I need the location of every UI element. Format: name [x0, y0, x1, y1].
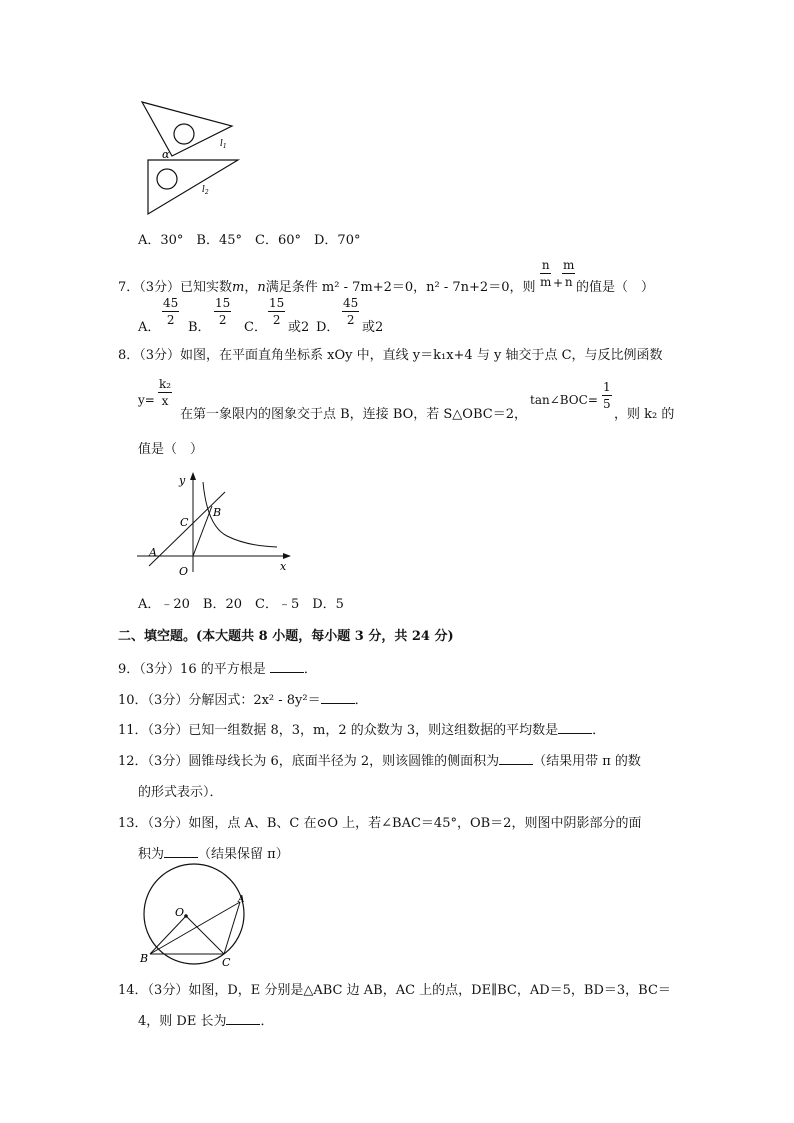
q7-opt-c-label: C． — [244, 320, 267, 335]
q6-l1-label: $l_1$ — [220, 139, 227, 150]
q11-blank[interactable] — [558, 722, 592, 734]
q14-text: 4，则 DE 长为 — [138, 1014, 227, 1029]
q7-equations: m² - 7m+2＝0，n² - 7n+2＝0，则 — [321, 280, 536, 295]
q7-opt-d-tail: 或2 — [362, 320, 384, 335]
q13-tail: （结果保留 π） — [198, 847, 289, 862]
q13-center-dot — [184, 914, 188, 918]
q14-tail: ． — [260, 1014, 274, 1029]
q7-opt-d-frac: 45 2 — [343, 296, 359, 327]
q7-opt-a-label: A． — [138, 320, 161, 335]
q7-opt-d-label: D． — [316, 320, 340, 335]
q12-text: 12．（3分）圆锥母线长为 6，底面半径为 2，则该圆锥的侧面积为 — [118, 754, 500, 769]
q7-opt-b-frac: 15 2 — [215, 296, 231, 327]
q8-tan-label: tan∠BOC= — [530, 393, 598, 407]
q7-opt-c-tail: 或2 — [288, 320, 310, 335]
q8-a-label: A — [149, 546, 157, 559]
q10-tail: ． — [354, 693, 368, 708]
q14-line1: 14．（3分）如图，D，E 分别是△ABC 边 AB，AC 上的点，DE∥BC，AD＝5，BD＝3，BC＝ — [118, 983, 671, 998]
q7-plus: + — [553, 276, 564, 290]
q10-blank[interactable] — [321, 692, 355, 704]
q13-blank[interactable] — [164, 846, 198, 858]
q10 — [118, 689, 368, 708]
q8-x-label: x — [280, 560, 287, 573]
q7-var-n: n — [257, 280, 266, 295]
q8-tan-frac: 1 5 — [603, 380, 611, 411]
q12-tail: （结果用带 π 的数 — [533, 754, 641, 769]
q12-line2: 的形式表示）． — [138, 785, 223, 800]
q13-line1: 13．（3分）如图，点 A、B、C 在⊙O 上，若∠BAC＝45°，OB＝2，则图中阴影部分的面 — [118, 816, 642, 831]
q6-upper-triangle — [142, 102, 232, 156]
q12-blank[interactable] — [499, 753, 533, 765]
q8-line2-tail: ，则 k₂ 的 — [614, 407, 675, 422]
section-fill-in-title: 二、填空题。(本大题共 8 小题，每小题 3 分，共 24 分) — [118, 629, 454, 644]
q8-k2-frac: k₂ x — [159, 377, 172, 408]
q8-y-eq: y= — [138, 393, 155, 407]
q14-blank[interactable] — [226, 1013, 260, 1025]
q7-opt-c-frac: 15 2 — [269, 296, 285, 327]
q12-line1 — [118, 750, 641, 769]
q8-line1: 8．（3分）如图，在平面直角坐标系 xOy 中，直线 y＝k₁x+4 与 y 轴交于点 C，与反比例函数 — [118, 348, 663, 363]
q9 — [118, 658, 317, 677]
q6-figure — [130, 98, 250, 218]
q13-b-label: B — [140, 952, 149, 965]
q8-figure — [135, 468, 295, 578]
q7-frac-m-den: n — [564, 275, 573, 289]
q13-figure — [132, 862, 252, 970]
q8-c-label: C — [180, 516, 189, 529]
q9-tail: ． — [303, 662, 317, 677]
q13-a-label: A — [238, 895, 245, 905]
q7-cond-label: 满足条件 — [265, 280, 318, 295]
q6-alpha-label: α — [162, 148, 170, 161]
q8-options: A．﹣20 B．20 C．﹣5 D．5 — [138, 597, 344, 612]
q7-var-m: m — [232, 280, 245, 295]
q6-l2-label: $l_2$ — [202, 185, 209, 196]
q6-options: A．30° B．45° C．60° D．70° — [138, 233, 361, 248]
q7-frac-n-over-m — [540, 259, 551, 288]
q13-o-label: O — [175, 906, 185, 919]
q7-comma: ， — [244, 280, 258, 295]
q6-lower-circle — [157, 169, 177, 189]
q10-text: 10．（3分）分解因式：2x² - 8y²＝ — [118, 693, 321, 708]
q13-c-label: C — [222, 956, 231, 969]
q7-frac-n-den: m — [540, 275, 552, 289]
q14-line2 — [138, 1010, 273, 1029]
q8-line — [149, 492, 225, 566]
q7-stem — [118, 276, 535, 295]
q7-stem-post: 的值是（ ） — [576, 280, 655, 295]
q13-line2 — [138, 843, 289, 862]
q11-tail: ． — [592, 723, 606, 738]
q13-text: 积为 — [138, 847, 165, 862]
q13-radius-ob — [150, 916, 186, 954]
q9-blank[interactable] — [270, 661, 304, 673]
q8-line3: 值是（ ） — [138, 442, 204, 457]
q7-frac-n-num: n — [541, 258, 550, 272]
q8-y-label: y — [179, 474, 186, 487]
q7-opt-b-label: B． — [188, 320, 211, 335]
q8-b-label: B — [213, 506, 222, 519]
q9-text: 9．（3分）16 的平方根是 — [118, 662, 266, 677]
q6-upper-circle — [174, 124, 194, 144]
q7-frac-m-num: m — [563, 258, 575, 272]
q7-stem-pre: 7．（3分）已知实数 — [118, 280, 233, 295]
q7-frac-m-over-n — [562, 259, 575, 288]
q8-line2-mid: 在第一象限内的图象交于点 B，连接 BO，若 S△OBC＝2， — [180, 407, 527, 422]
q11-text: 11．（3分）已知一组数据 8，3，m，2 的众数为 3，则这组数据的平均数是 — [118, 723, 559, 738]
q11 — [118, 719, 605, 738]
q8-o-label: O — [179, 565, 189, 578]
q7-opt-a-frac: 45 2 — [163, 296, 179, 327]
